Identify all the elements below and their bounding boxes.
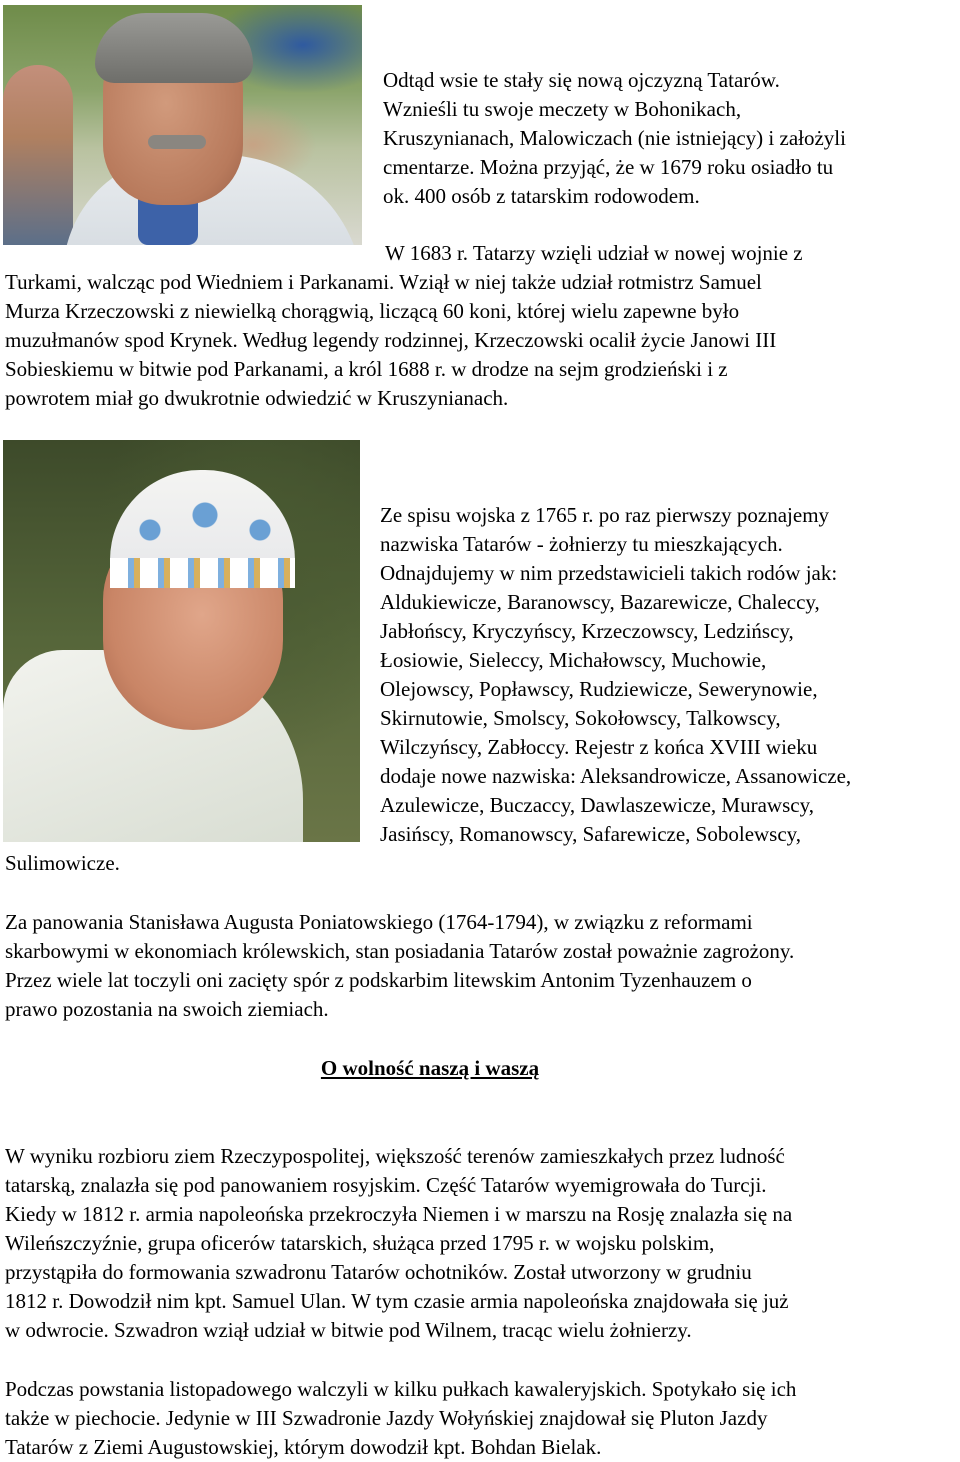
text-line: nazwiska Tatarów - żołnierzy tu mieszkających. [380,532,783,556]
text-line: muzułmanów spod Krynek. Według legendy rodzinnej, Krzeczowski ocalił życie Janowi III [5,328,777,352]
text-line: Kruszynianach, Malowiczach (nie istniejący) i założyli [383,126,846,150]
text-line: także w piechocie. Jedynie w III Szwadronie Jazdy Wołyńskiej znajdował się Pluton Jazdy [5,1406,768,1430]
cap-band-shape [110,558,295,588]
text-line: Jasińscy, Romanowscy, Safarewicze, Sobolewscy, [380,822,802,846]
section-heading: O wolność naszą i waszą [320,1056,540,1080]
portrait-photo-man-in-cap [3,440,360,842]
text-line: Jabłońscy, Kryczyńscy, Krzeczowscy, Ledzińscy, [380,619,794,643]
text-line: Aldukiewicze, Baranowscy, Bazarewicze, Chaleccy, [380,590,820,614]
portrait-photo-grey-haired-man [3,5,362,245]
background-person [3,65,73,245]
text-line: Wilczyńscy, Zabłoccy. Rejestr z końca XVIII wieku [380,735,818,759]
text-line: skarbowymi w ekonomiach królewskich, stan posiadania Tatarów został poważnie zagrożony. [5,939,795,963]
november-uprising-paragraph [5,1375,796,1462]
text-line: Odtąd wsie te stały się nową ojczyzną Tatarów. [383,68,780,92]
poniatowski-paragraph [5,908,794,1024]
text-line: cmentarze. Można przyjąć, że w 1679 roku osiadło tu [383,155,834,179]
moustache-shape [148,135,206,149]
text-line: Tatarów z Ziemi Augustowskiej, którym dowodził kpt. Bohdan Bielak. [5,1435,602,1459]
text-line: dodaje nowe nazwiska: Aleksandrowicze, Assanowicze, [380,764,852,788]
text-line: Olejowscy, Popławscy, Rudziewicze, Sewerynowie, [380,677,818,701]
text-line: Skirnutowie, Smolscy, Sokołowscy, Talkowscy, [380,706,781,730]
text-line: tatarską, znalazła się pod panowaniem rosyjskim. Część Tatarów wyemigrowała do Turcji. [5,1173,767,1197]
text-line: Ze spisu wojska z 1765 r. po raz pierwszy poznajemy [380,503,830,527]
text-line: Odnajdujemy w nim przedstawicieli takich rodów jak: [380,561,838,585]
text-line: prawo pozostania na swoich ziemiach. [5,997,329,1021]
text-line: powrotem miał go dwukrotnie odwiedzić w Kruszynianach. [5,386,509,410]
text-line: Przez wiele lat toczyli oni zacięty spór z podskarbim litewskim Antonim Tyzenhauzem o [5,968,752,992]
text-line: W wyniku rozbioru ziem Rzeczypospolitej, większość terenów zamieszkałych przez ludność [5,1144,785,1168]
hair-shape [95,13,253,83]
text-line: przystąpiła do formowania szwadronu Tatarów ochotników. Został utworzony w grudniu [5,1260,752,1284]
families-paragraph-tail: Sulimowicze. [5,851,120,875]
families-paragraph [380,501,851,849]
text-line: Azulewicze, Buczaccy, Dawlaszewicze, Murawscy, [380,793,814,817]
text-line: w odwrocie. Szwadron wziął udział w bitwie pod Wilnem, tracąc wielu żołnierzy. [5,1318,692,1342]
text-line: Za panowania Stanisława Augusta Poniatowskiego (1764-1794), w związku z reformami [5,910,753,934]
intro-paragraph [383,66,846,211]
text-line: Murza Krzeczowski z niewielką chorągwią, liczącą 60 koni, której wielu zapewne było [5,299,740,323]
text-line: Podczas powstania listopadowego walczyli w kilku pułkach kawaleryjskich. Spotykało się ich [5,1377,797,1401]
text-line: ok. 400 osób z tatarskim rodowodem. [383,184,700,208]
text-line: W 1683 r. Tatarzy wzięli udział w nowej wojnie z [385,241,803,265]
text-line: Turkami, walcząc pod Wiedniem i Parkanami. Wziął w niej także udział rotmistrz Samuel [5,270,762,294]
text-line: Wznieśli tu swoje meczety w Bohonikach, [383,97,742,121]
text-line: Kiedy w 1812 r. armia napoleońska przekroczyła Niemen i w marszu na Rosję znalazła się na [5,1202,793,1226]
partition-paragraph [5,1142,792,1345]
text-line: Łosiowie, Sieleccy, Michałowscy, Muchowie, [380,648,767,672]
text-line: Sobieskiemu w bitwie pod Parkanami, a król 1688 r. w drodze na sejm grodzieński i z [5,357,728,381]
text-line: 1812 r. Dowodził nim kpt. Samuel Ulan. W tym czasie armia napoleońska znajdowała się już [5,1289,789,1313]
text-line: Wileńszczyźnie, grupa oficerów tatarskich, służąca przed 1795 r. w wojsku polskim, [5,1231,715,1255]
war-paragraph [5,239,803,413]
